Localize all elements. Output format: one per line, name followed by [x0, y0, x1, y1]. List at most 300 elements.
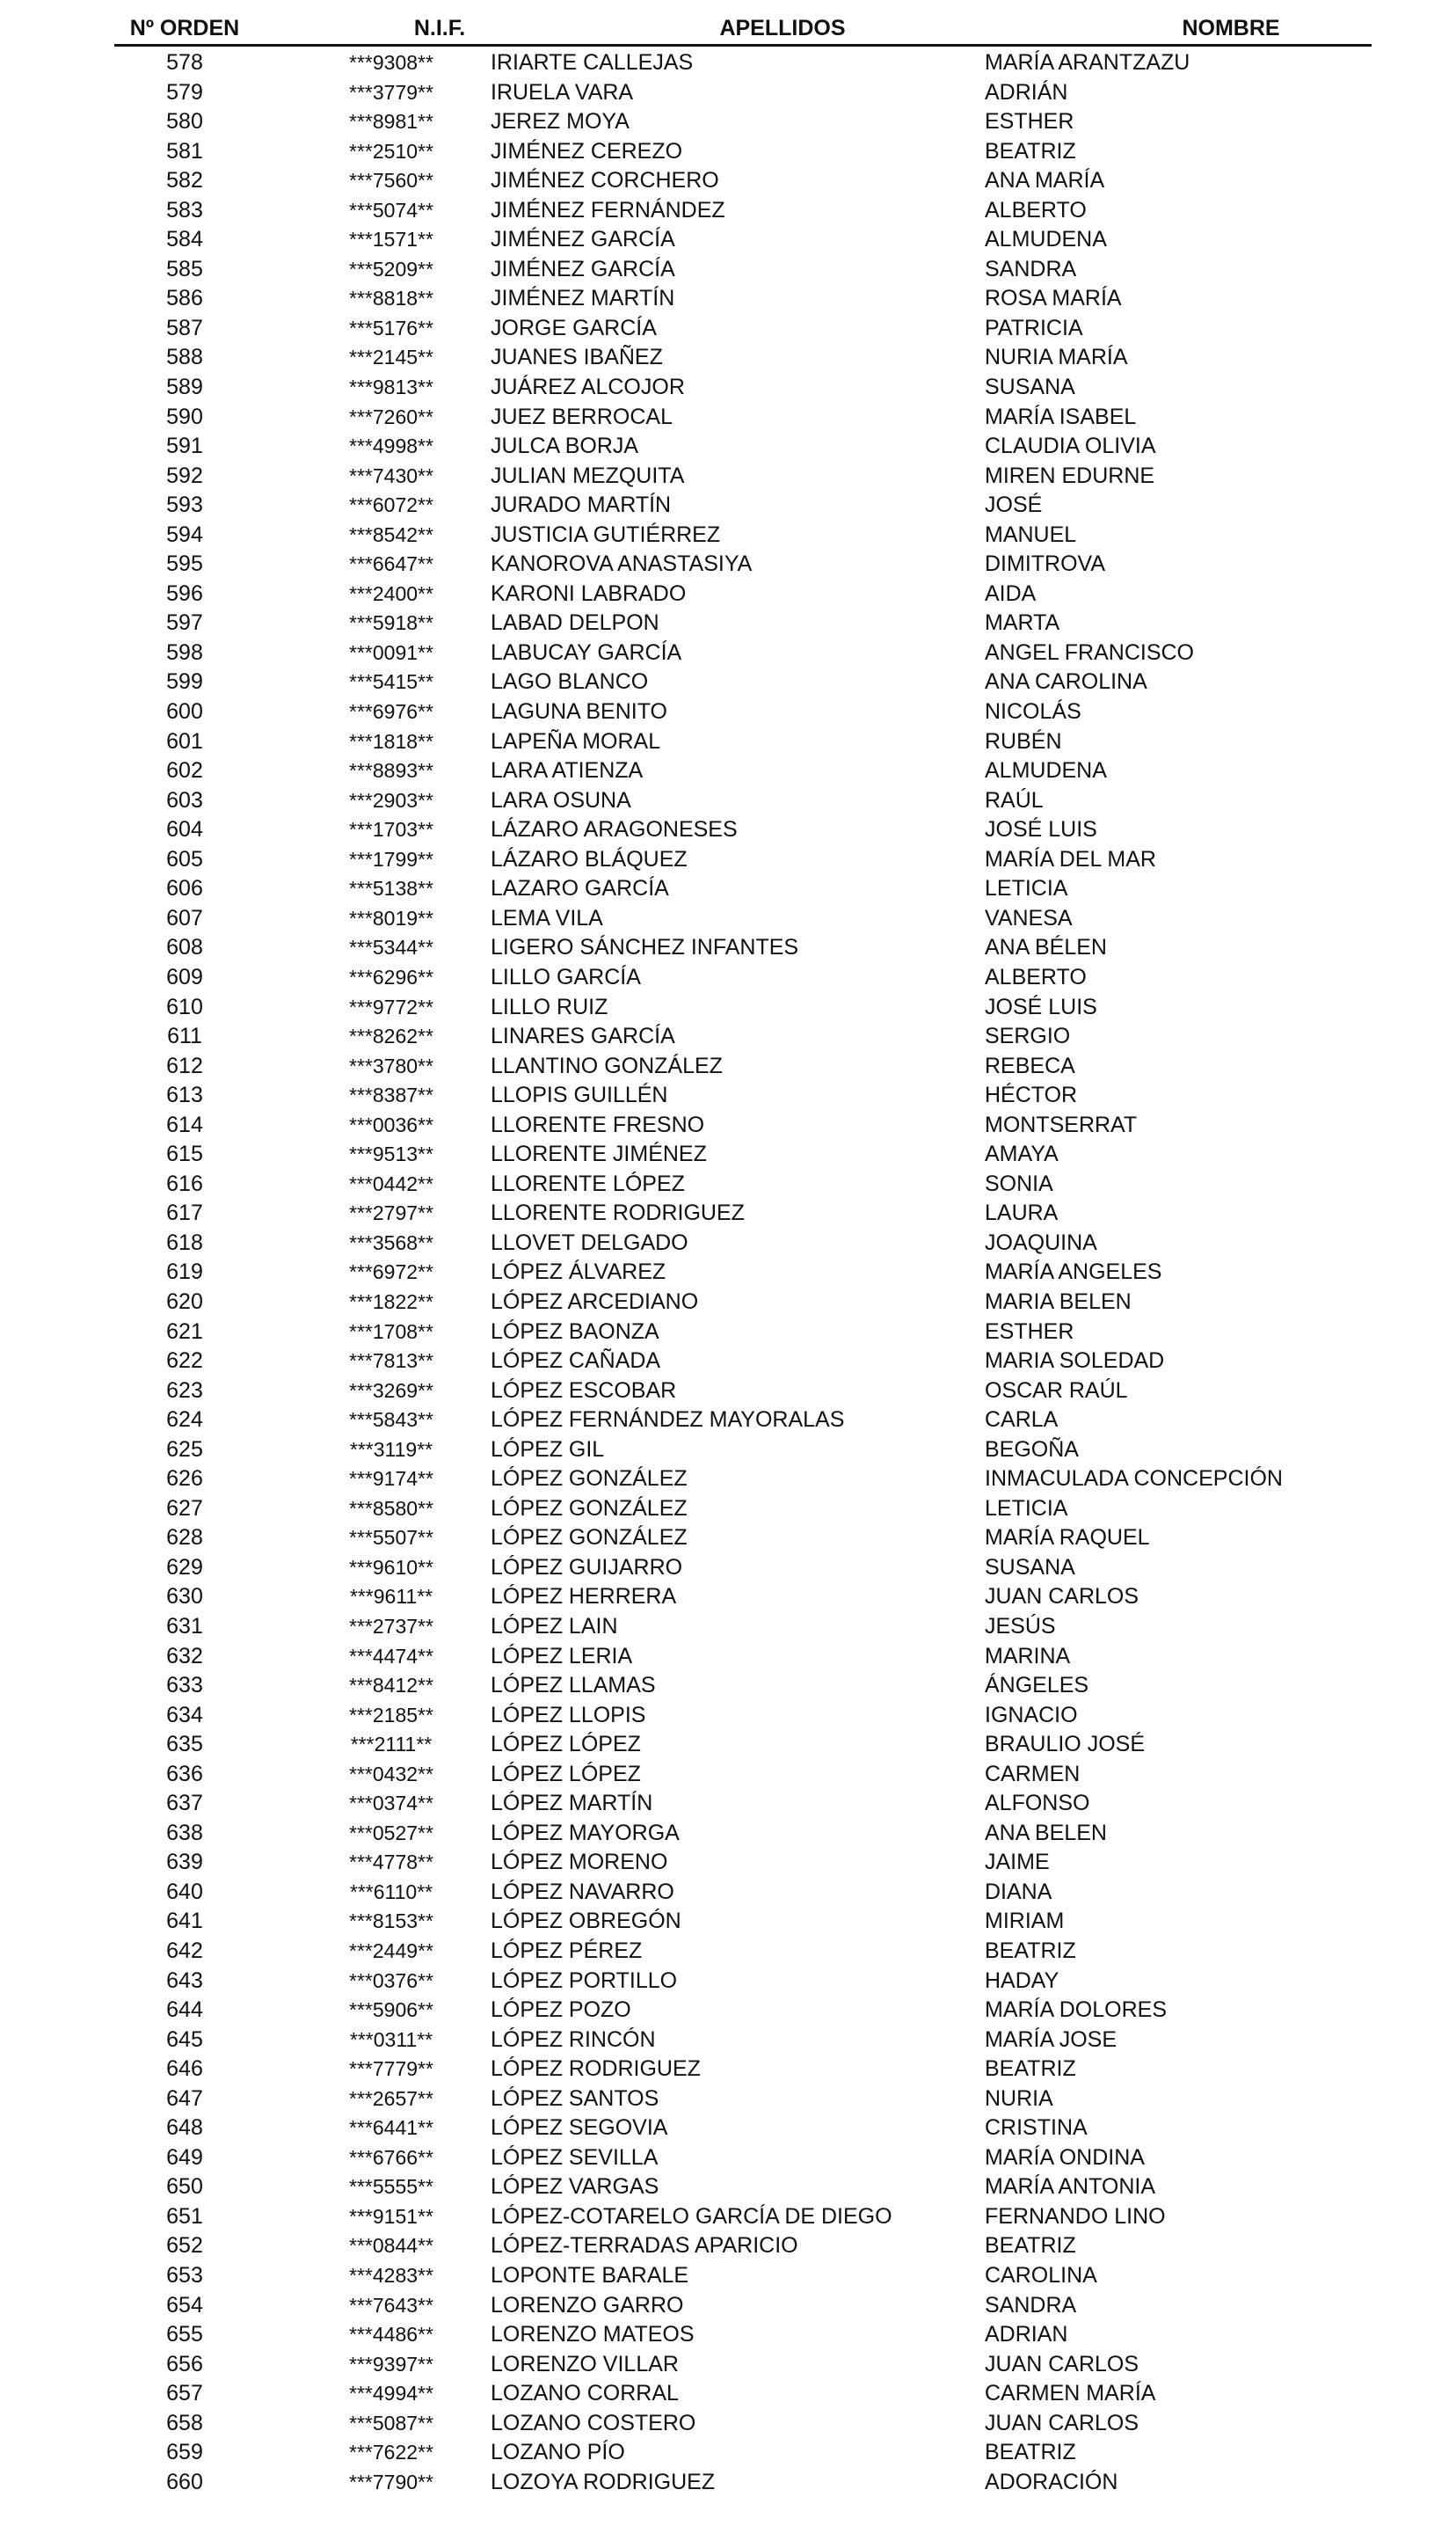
- nif-cell: ***0527**: [349, 1821, 433, 1844]
- table-row: [0, 1701, 1456, 1731]
- apellidos-cell: LINARES GARCÍA: [491, 1024, 675, 1049]
- nombre-cell: AMAYA: [985, 1142, 1059, 1167]
- apellidos-cell: LOZANO PÍO: [491, 2440, 625, 2465]
- nombre-cell: MARÍA ANTONIA: [985, 2174, 1156, 2200]
- apellidos-cell: LILLO RUIZ: [491, 994, 608, 1019]
- orden-cell: 643: [166, 1968, 203, 1993]
- apellidos-cell: LIGERO SÁNCHEZ INFANTES: [491, 935, 799, 960]
- nombre-cell: ANA CAROLINA: [985, 669, 1147, 695]
- table-row: [0, 48, 1456, 78]
- apellidos-cell: LÓPEZ GONZÁLEZ: [491, 1466, 688, 1492]
- nif-cell: ***5138**: [349, 877, 433, 901]
- nif-cell: ***9397**: [349, 2352, 433, 2376]
- orden-cell: 641: [166, 1909, 203, 1934]
- orden-cell: 590: [166, 404, 203, 429]
- orden-cell: 612: [166, 1053, 203, 1078]
- table-row: [0, 1258, 1456, 1288]
- nombre-cell: ESTHER: [985, 109, 1074, 135]
- nif-cell: ***2449**: [349, 1939, 433, 1962]
- nombre-cell: JAIME: [985, 1850, 1050, 1875]
- nif-cell: ***8580**: [349, 1496, 433, 1520]
- table-row: [0, 1170, 1456, 1200]
- orden-cell: 651: [166, 2203, 203, 2229]
- nombre-cell: MARIA SOLEDAD: [985, 1348, 1165, 1374]
- nombre-cell: ESTHER: [985, 1318, 1074, 1344]
- nombre-cell: JOSÉ LUIS: [985, 817, 1097, 843]
- apellidos-cell: LÁZARO BLÁQUEZ: [491, 846, 688, 872]
- nif-cell: ***6972**: [349, 1260, 433, 1284]
- nif-cell: ***0091**: [349, 640, 433, 664]
- table-row: [0, 993, 1456, 1023]
- orden-cell: 638: [166, 1820, 203, 1845]
- nombre-cell: CRISTINA: [985, 2115, 1088, 2141]
- apellidos-cell: LÁZARO ARAGONESES: [491, 817, 738, 843]
- nif-cell: ***7560**: [349, 169, 433, 193]
- orden-cell: 586: [166, 286, 203, 311]
- orden-cell: 653: [166, 2263, 203, 2289]
- table-row: [0, 845, 1456, 875]
- orden-cell: 622: [166, 1348, 203, 1374]
- table-row: [0, 255, 1456, 285]
- nif-cell: ***0376**: [349, 1968, 433, 1992]
- nombre-cell: SANDRA: [985, 2292, 1077, 2318]
- apellidos-cell: LÓPEZ-TERRADAS APARICIO: [491, 2233, 798, 2259]
- orden-cell: 616: [166, 1171, 203, 1196]
- apellidos-cell: JUANES IBAÑEZ: [491, 345, 663, 370]
- nombre-cell: MARÍA ARANTZAZU: [985, 50, 1190, 75]
- orden-cell: 609: [166, 964, 203, 989]
- table-row: [0, 196, 1456, 226]
- apellidos-cell: LÓPEZ MAYORGA: [491, 1820, 680, 1845]
- orden-cell: 659: [166, 2440, 203, 2465]
- table-row: [0, 1347, 1456, 1376]
- nombre-cell: IGNACIO: [985, 1702, 1078, 1727]
- nif-cell: ***3779**: [349, 80, 433, 104]
- nif-cell: ***1571**: [349, 228, 433, 252]
- apellidos-cell: LAPEÑA MORAL: [491, 728, 661, 754]
- table-row: [0, 874, 1456, 904]
- nif-cell: ***2400**: [349, 581, 433, 605]
- header-apellidos: APELLIDOS: [719, 16, 846, 40]
- table-row: [0, 2409, 1456, 2439]
- orden-cell: 619: [166, 1259, 203, 1285]
- nif-cell: ***7790**: [349, 2470, 433, 2493]
- apellidos-cell: JUEZ BERROCAL: [491, 404, 673, 429]
- apellidos-cell: JEREZ MOYA: [491, 109, 630, 135]
- table-row: [0, 2350, 1456, 2380]
- orden-cell: 645: [166, 2026, 203, 2052]
- orden-cell: 626: [166, 1466, 203, 1492]
- nif-cell: ***5074**: [349, 198, 433, 222]
- table-row: [0, 1760, 1456, 1790]
- apellidos-cell: LÓPEZ MORENO: [491, 1850, 668, 1875]
- nombre-cell: MARÍA RAQUEL: [985, 1525, 1150, 1551]
- apellidos-cell: IRIARTE CALLEJAS: [491, 50, 694, 75]
- apellidos-cell: LLORENTE FRESNO: [491, 1112, 705, 1137]
- apellidos-cell: LÓPEZ VARGAS: [491, 2174, 659, 2200]
- nif-cell: ***6647**: [349, 552, 433, 576]
- nif-cell: ***1822**: [349, 1289, 433, 1313]
- nombre-cell: SERGIO: [985, 1024, 1071, 1049]
- table-row: [0, 1612, 1456, 1642]
- nif-cell: ***4994**: [349, 2382, 433, 2406]
- nif-cell: ***5176**: [349, 316, 433, 339]
- nombre-cell: NURIA: [985, 2085, 1053, 2111]
- orden-cell: 593: [166, 493, 203, 518]
- nif-cell: ***3269**: [349, 1378, 433, 1402]
- apellidos-cell: LÓPEZ SEVILLA: [491, 2144, 659, 2170]
- nif-cell: ***2185**: [349, 1703, 433, 1727]
- table-row: [0, 2143, 1456, 2173]
- orden-cell: 607: [166, 905, 203, 931]
- table-row: [0, 1819, 1456, 1849]
- table-row: [0, 1907, 1456, 1937]
- table-row: [0, 2261, 1456, 2291]
- nombre-cell: MANUEL: [985, 522, 1077, 547]
- orden-cell: 658: [166, 2410, 203, 2435]
- table-row: [0, 1553, 1456, 1583]
- nombre-cell: AIDA: [985, 580, 1037, 606]
- nombre-cell: BEATRIZ: [985, 1938, 1076, 1963]
- nombre-cell: SANDRA: [985, 256, 1077, 281]
- apellidos-cell: LOZANO CORRAL: [491, 2381, 679, 2406]
- apellidos-cell: LÓPEZ LLOPIS: [491, 1702, 646, 1727]
- orden-cell: 592: [166, 463, 203, 488]
- table-row: [0, 1582, 1456, 1612]
- apellidos-cell: LÓPEZ LLAMAS: [491, 1673, 656, 1698]
- nombre-cell: MARINA: [985, 1643, 1071, 1668]
- orden-cell: 654: [166, 2292, 203, 2318]
- nombre-cell: MARTA: [985, 610, 1060, 636]
- nombre-cell: ANA BÉLEN: [985, 935, 1107, 960]
- apellidos-cell: LÓPEZ LERIA: [491, 1643, 633, 1668]
- orden-cell: 606: [166, 876, 203, 902]
- apellidos-cell: LORENZO VILLAR: [491, 2351, 679, 2376]
- nif-cell: ***2737**: [349, 1614, 433, 1638]
- apellidos-cell: JUSTICIA GUTIÉRREZ: [491, 522, 721, 547]
- apellidos-cell: LARA ATIENZA: [491, 758, 644, 784]
- nif-cell: ***5918**: [349, 611, 433, 635]
- nombre-cell: ANA BELEN: [985, 1820, 1107, 1845]
- apellidos-cell: LÓPEZ FERNÁNDEZ MAYORALAS: [491, 1407, 845, 1433]
- apellidos-cell: LARA OSUNA: [491, 787, 631, 813]
- nombre-cell: MARÍA DEL MAR: [985, 846, 1156, 872]
- table-row: [0, 756, 1456, 786]
- apellidos-cell: LÓPEZ OBREGÓN: [491, 1909, 681, 1934]
- nombre-cell: ALMUDENA: [985, 227, 1107, 252]
- nombre-cell: SONIA: [985, 1171, 1053, 1196]
- orden-cell: 578: [166, 50, 203, 75]
- nif-cell: ***9610**: [349, 1555, 433, 1579]
- table-row: [0, 1288, 1456, 1318]
- nif-cell: ***8153**: [349, 1909, 433, 1933]
- apellidos-cell: JIMÉNEZ FERNÁNDEZ: [491, 197, 725, 223]
- table-row: [0, 373, 1456, 403]
- apellidos-cell: LLANTINO GONZÁLEZ: [491, 1053, 723, 1078]
- nif-cell: ***7622**: [349, 2441, 433, 2464]
- table-row: [0, 1052, 1456, 1082]
- apellidos-cell: LÓPEZ ESCOBAR: [491, 1377, 677, 1403]
- table-row: [0, 639, 1456, 668]
- table-row: [0, 462, 1456, 492]
- apellidos-cell: JIMÉNEZ CEREZO: [491, 138, 683, 164]
- nombre-cell: BEATRIZ: [985, 2056, 1076, 2082]
- nombre-cell: BEATRIZ: [985, 2440, 1076, 2465]
- orden-cell: 624: [166, 1407, 203, 1433]
- nif-cell: ***4474**: [349, 1644, 433, 1668]
- apellidos-cell: LÓPEZ PORTILLO: [491, 1968, 678, 1993]
- orden-cell: 621: [166, 1318, 203, 1344]
- apellidos-cell: JIMÉNEZ CORCHERO: [491, 168, 719, 193]
- nombre-cell: FERNANDO LINO: [985, 2203, 1166, 2229]
- orden-cell: 652: [166, 2233, 203, 2259]
- apellidos-cell: LLORENTE RODRIGUEZ: [491, 1201, 745, 1226]
- orden-cell: 639: [166, 1850, 203, 1875]
- orden-cell: 602: [166, 758, 203, 784]
- nif-cell: ***9813**: [349, 376, 433, 399]
- nombre-cell: LETICIA: [985, 1495, 1068, 1521]
- apellidos-cell: LLORENTE LÓPEZ: [491, 1171, 685, 1196]
- nombre-cell: BEATRIZ: [985, 2233, 1076, 2259]
- table-row: [0, 1878, 1456, 1908]
- nif-cell: ***1708**: [349, 1319, 433, 1343]
- nombre-cell: MARÍA JOSE: [985, 2026, 1117, 2052]
- apellidos-cell: KANOROVA ANASTASIYA: [491, 551, 753, 577]
- table-row: [0, 2084, 1456, 2114]
- table-row: [0, 225, 1456, 255]
- orden-cell: 589: [166, 375, 203, 400]
- nif-cell: ***8019**: [349, 906, 433, 930]
- orden-cell: 584: [166, 227, 203, 252]
- nombre-cell: JUAN CARLOS: [985, 2351, 1139, 2376]
- orden-cell: 582: [166, 168, 203, 193]
- nif-cell: ***1799**: [349, 847, 433, 871]
- nombre-cell: MARÍA DOLORES: [985, 1997, 1167, 2023]
- nombre-cell: INMACULADA CONCEPCIÓN: [985, 1466, 1283, 1492]
- nif-cell: ***3780**: [349, 1054, 433, 1077]
- nif-cell: ***8981**: [349, 110, 433, 134]
- nombre-cell: BEATRIZ: [985, 138, 1076, 164]
- orden-cell: 601: [166, 728, 203, 754]
- table-row: [0, 933, 1456, 963]
- orden-cell: 630: [166, 1584, 203, 1610]
- apellidos-cell: LÓPEZ ÁLVAREZ: [491, 1259, 666, 1285]
- table-row: [0, 2114, 1456, 2143]
- nif-cell: ***2510**: [349, 139, 433, 163]
- table-row: [0, 137, 1456, 167]
- nif-cell: ***3568**: [349, 1230, 433, 1254]
- table-row: [0, 1111, 1456, 1141]
- table-row: [0, 668, 1456, 697]
- apellidos-cell: LLOPIS GUILLÉN: [491, 1083, 668, 1108]
- nif-cell: ***0374**: [349, 1792, 433, 1815]
- nif-cell: ***5555**: [349, 2175, 433, 2199]
- table-row: [0, 1464, 1456, 1494]
- apellidos-cell: LAGUNA BENITO: [491, 699, 667, 725]
- orden-cell: 585: [166, 256, 203, 281]
- apellidos-cell: LLORENTE JIMÉNEZ: [491, 1142, 707, 1167]
- apellidos-cell: IRUELA VARA: [491, 79, 634, 105]
- apellidos-cell: LAZARO GARCÍA: [491, 876, 669, 902]
- orden-cell: 604: [166, 817, 203, 843]
- apellidos-cell: LÓPEZ-COTARELO GARCÍA DE DIEGO: [491, 2203, 892, 2229]
- orden-cell: 603: [166, 787, 203, 813]
- table-row: [0, 2172, 1456, 2202]
- nombre-cell: CARMEN MARÍA: [985, 2381, 1156, 2406]
- apellidos-cell: LÓPEZ SANTOS: [491, 2085, 659, 2111]
- nombre-cell: MARÍA ANGELES: [985, 1259, 1162, 1285]
- nif-cell: ***2903**: [349, 788, 433, 812]
- nombre-cell: ANGEL FRANCISCO: [985, 639, 1195, 665]
- nif-cell: ***5843**: [349, 1408, 433, 1432]
- table-row: [0, 314, 1456, 344]
- apellidos-cell: LORENZO MATEOS: [491, 2322, 695, 2347]
- orden-cell: 640: [166, 1879, 203, 1904]
- nif-cell: ***0036**: [349, 1113, 433, 1136]
- nombre-cell: JUAN CARLOS: [985, 1584, 1139, 1610]
- nombre-cell: ALBERTO: [985, 964, 1087, 989]
- apellidos-cell: LÓPEZ GONZÁLEZ: [491, 1525, 688, 1551]
- apellidos-cell: LOPONTE BARALE: [491, 2263, 689, 2289]
- orden-cell: 650: [166, 2174, 203, 2200]
- nif-cell: ***2797**: [349, 1201, 433, 1225]
- nif-cell: ***4778**: [349, 1851, 433, 1874]
- table-row: [0, 786, 1456, 816]
- apellidos-cell: LEMA VILA: [491, 905, 603, 931]
- table-row: [0, 904, 1456, 934]
- table-row: [0, 1494, 1456, 1524]
- nombre-cell: LETICIA: [985, 876, 1068, 902]
- apellidos-cell: LOZANO COSTERO: [491, 2410, 696, 2435]
- nif-cell: ***7813**: [349, 1349, 433, 1373]
- orden-cell: 649: [166, 2144, 203, 2170]
- nombre-cell: ALMUDENA: [985, 758, 1107, 784]
- nif-cell: ***6976**: [349, 700, 433, 724]
- orden-cell: 629: [166, 1554, 203, 1580]
- nif-cell: ***4283**: [349, 2264, 433, 2288]
- table-row: [0, 1642, 1456, 1672]
- apellidos-cell: LABAD DELPON: [491, 610, 659, 636]
- nombre-cell: ROSA MARÍA: [985, 286, 1122, 311]
- apellidos-cell: JORGE GARCÍA: [491, 315, 657, 340]
- apellidos-cell: LÓPEZ ARCEDIANO: [491, 1289, 699, 1314]
- nombre-cell: ADORACIÓN: [985, 2469, 1118, 2494]
- table-row: [0, 343, 1456, 373]
- nombre-cell: HÉCTOR: [985, 1083, 1078, 1108]
- apellidos-cell: LÓPEZ HERRERA: [491, 1584, 677, 1610]
- table-row: [0, 1199, 1456, 1229]
- nif-cell: ***6296**: [349, 965, 433, 989]
- table-row: [0, 1730, 1456, 1760]
- orden-cell: 597: [166, 610, 203, 636]
- nombre-cell: RUBÉN: [985, 728, 1062, 754]
- table-row: [0, 2468, 1456, 2498]
- nif-cell: ***5906**: [349, 1998, 433, 2022]
- nif-cell: ***2111**: [350, 1733, 433, 1756]
- table-row: [0, 107, 1456, 137]
- apellidos-cell: JIMÉNEZ GARCÍA: [491, 256, 675, 281]
- nif-cell: ***7430**: [349, 464, 433, 487]
- orden-cell: 655: [166, 2322, 203, 2347]
- apellidos-cell: LÓPEZ POZO: [491, 1997, 631, 2023]
- apellidos-cell: LÓPEZ BAONZA: [491, 1318, 659, 1344]
- orden-cell: 625: [166, 1436, 203, 1462]
- nombre-cell: SUSANA: [985, 375, 1075, 400]
- table-row: [0, 1435, 1456, 1465]
- table-row: [0, 609, 1456, 639]
- nombre-cell: MONTSERRAT: [985, 1112, 1138, 1137]
- orden-cell: 596: [166, 580, 203, 606]
- apellidos-cell: JULCA BORJA: [491, 434, 639, 459]
- table-row: [0, 1996, 1456, 2026]
- nombre-cell: MARÍA ISABEL: [985, 404, 1137, 429]
- nif-cell: ***6072**: [349, 493, 433, 517]
- nif-cell: ***8262**: [349, 1025, 433, 1048]
- table-row: [0, 1318, 1456, 1347]
- orden-cell: 588: [166, 345, 203, 370]
- orden-cell: 583: [166, 197, 203, 223]
- nif-cell: ***8542**: [349, 522, 433, 546]
- table-row: [0, 166, 1456, 196]
- orden-cell: 618: [166, 1230, 203, 1255]
- table-row: [0, 78, 1456, 108]
- table-row: [0, 727, 1456, 757]
- nif-cell: ***3119**: [349, 1437, 433, 1461]
- table-row: [0, 1523, 1456, 1553]
- orden-cell: 579: [166, 79, 203, 105]
- table-row: [0, 1848, 1456, 1878]
- nombre-cell: VANESA: [985, 905, 1073, 931]
- apellidos-cell: LÓPEZ RODRIGUEZ: [491, 2056, 701, 2082]
- orden-cell: 594: [166, 522, 203, 547]
- orden-cell: 637: [166, 1791, 203, 1816]
- nif-cell: ***7643**: [349, 2293, 433, 2317]
- nif-cell: ***6766**: [349, 2145, 433, 2169]
- orden-cell: 605: [166, 846, 203, 872]
- nombre-cell: ADRIAN: [985, 2322, 1068, 2347]
- table-row: [0, 2055, 1456, 2084]
- nombre-cell: ALBERTO: [985, 197, 1087, 223]
- orden-cell: 632: [166, 1643, 203, 1668]
- table-row: [0, 1789, 1456, 1819]
- nif-cell: ***0311**: [349, 2027, 433, 2051]
- apellidos-cell: LÓPEZ LÓPEZ: [491, 1761, 641, 1786]
- header-nif: N.I.F.: [413, 16, 466, 40]
- orden-cell: 599: [166, 669, 203, 695]
- table-row: [0, 1967, 1456, 1997]
- orden-cell: 581: [166, 138, 203, 164]
- nombre-cell: CARLA: [985, 1407, 1059, 1433]
- apellidos-cell: JULIAN MEZQUITA: [491, 463, 685, 488]
- table-row: [0, 2379, 1456, 2409]
- nif-cell: ***7779**: [349, 2057, 433, 2081]
- orden-cell: 636: [166, 1761, 203, 1786]
- orden-cell: 623: [166, 1377, 203, 1403]
- nombre-cell: ALFONSO: [985, 1791, 1090, 1816]
- nombre-cell: RAÚL: [985, 787, 1044, 813]
- nif-cell: ***8818**: [349, 287, 433, 310]
- apellidos-cell: LÓPEZ MARTÍN: [491, 1791, 653, 1816]
- orden-cell: 634: [166, 1702, 203, 1727]
- orden-cell: 614: [166, 1112, 203, 1137]
- orden-cell: 615: [166, 1142, 203, 1167]
- nif-cell: ***0432**: [349, 1762, 433, 1785]
- apellidos-cell: JIMÉNEZ GARCÍA: [491, 227, 675, 252]
- table-row: [0, 1376, 1456, 1406]
- table-row: [0, 1229, 1456, 1259]
- nombre-cell: MIRIAM: [985, 1909, 1065, 1934]
- orden-cell: 647: [166, 2085, 203, 2111]
